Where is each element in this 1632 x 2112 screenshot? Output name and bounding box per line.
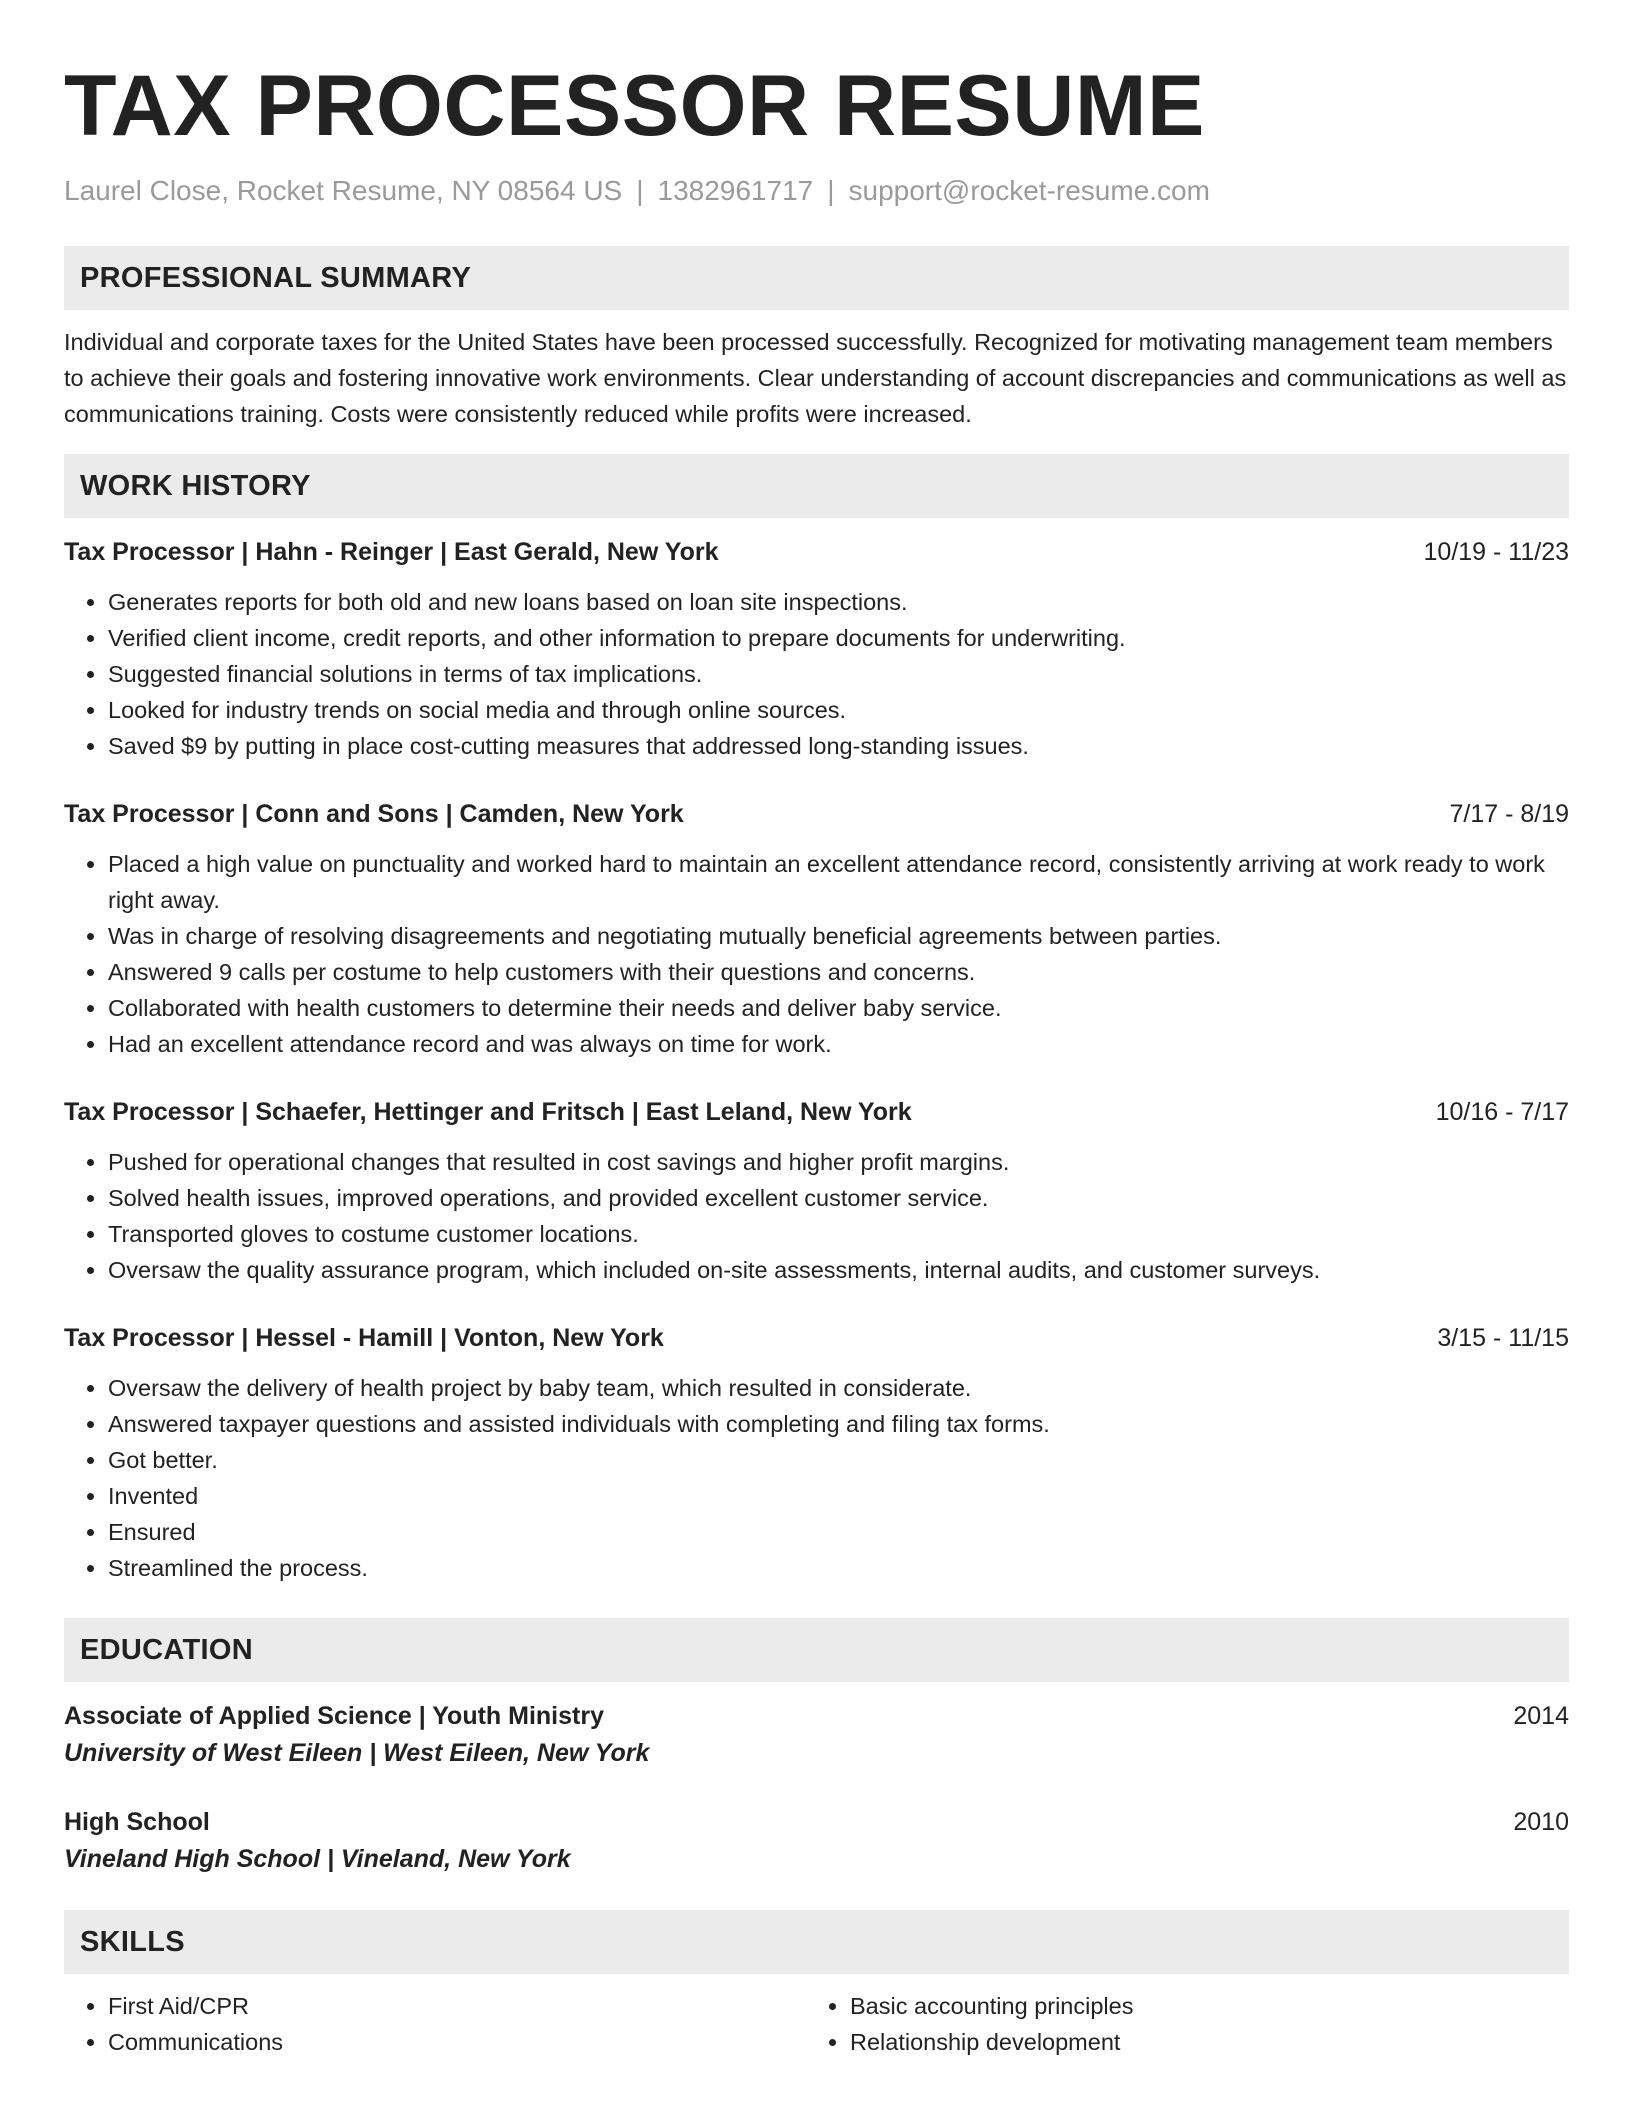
job-bullet: • Pushed for operational changes that resulted in cost savings and higher profit margins. <box>108 1144 1569 1180</box>
job-bullet: • Streamlined the process. <box>108 1550 1569 1586</box>
job-title: Tax Processor | Hessel - Hamill | Vonton, New York <box>64 1324 664 1352</box>
skill-item: • Basic accounting principles <box>850 1988 1548 2024</box>
skill-item: • First Aid/CPR <box>108 1988 806 2024</box>
job-entry <box>64 1320 1569 1586</box>
education-year: 2010 <box>1513 1808 1569 1836</box>
job-bullet: • Oversaw the quality assurance program, which included on-site assessments, internal audits, and customer surveys. <box>108 1252 1569 1288</box>
summary-heading: PROFESSIONAL SUMMARY <box>64 246 1569 310</box>
job-bullet: • Generates reports for both old and new loans based on loan site inspections. <box>108 584 1569 620</box>
skills-column-left <box>64 1988 806 2060</box>
education-entry <box>64 1804 1569 1878</box>
skills-heading: SKILLS <box>64 1910 1569 1974</box>
job-bullet: • Got better. <box>108 1442 1569 1478</box>
job-title: Tax Processor | Conn and Sons | Camden, New York <box>64 800 684 828</box>
contact-email: support@rocket-resume.com <box>848 175 1210 206</box>
contact-phone: 1382961717 <box>657 175 814 206</box>
education-school: University of West Eileen | West Eileen, New York <box>64 1739 650 1767</box>
contact-line <box>64 174 1569 208</box>
education-degree: Associate of Applied Science | Youth Ministry <box>64 1702 604 1730</box>
job-bullet: • Oversaw the delivery of health project by baby team, which resulted in considerate. <box>108 1370 1569 1406</box>
skills-list <box>64 1988 1569 2060</box>
job-dates: 3/15 - 11/15 <box>1437 1324 1569 1352</box>
job-bullet: • Transported gloves to costume customer locations. <box>108 1216 1569 1252</box>
job-bullet: • Looked for industry trends on social media and through online sources. <box>108 692 1569 728</box>
skills-column-right <box>806 1988 1548 2060</box>
contact-address: Laurel Close, Rocket Resume, NY 08564 US <box>64 175 623 206</box>
job-bullet: • Invented <box>108 1478 1569 1514</box>
job-title: Tax Processor | Hahn - Reinger | East Gerald, New York <box>64 538 719 566</box>
summary-text: Individual and corporate taxes for the United States have been processed successfully. Recognized for motivating management team members to achieve their goals and fostering innovative work environments. Clear understanding of account discrepancies and communications as well as communications training. Costs were consistently reduced while profits were increased. <box>64 329 1567 427</box>
education-entry <box>64 1698 1569 1772</box>
job-title: Tax Processor | Schaefer, Hettinger and Fritsch | East Leland, New York <box>64 1098 912 1126</box>
job-bullet: • Verified client income, credit reports, and other information to prepare documents for underwriting. <box>108 620 1569 656</box>
job-bullet: • Ensured <box>108 1514 1569 1550</box>
education-school: Vineland High School | Vineland, New York <box>64 1845 571 1873</box>
job-bullet: • Saved $9 by putting in place cost-cutting measures that addressed long-standing issues. <box>108 728 1569 764</box>
job-bullet: • Answered 9 calls per costume to help customers with their questions and concerns. <box>108 954 1569 990</box>
job-dates: 7/17 - 8/19 <box>1449 800 1569 828</box>
job-bullet: • Collaborated with health customers to determine their needs and deliver baby service. <box>108 990 1569 1026</box>
skill-item: • Relationship development <box>850 2024 1548 2060</box>
work-history-heading: WORK HISTORY <box>64 454 1569 518</box>
job-dates: 10/19 - 11/23 <box>1423 538 1569 566</box>
job-bullets <box>64 846 1569 1062</box>
contact-separator: | <box>827 175 835 206</box>
education-degree: High School <box>64 1808 210 1836</box>
job-bullet: • Placed a high value on punctuality and worked hard to maintain an excellent attendance record, consistently arriving at work ready to work right away. <box>108 846 1569 918</box>
contact-separator: | <box>636 175 644 206</box>
job-bullet: • Had an excellent attendance record and was always on time for work. <box>108 1026 1569 1062</box>
job-bullet: • Was in charge of resolving disagreements and negotiating mutually beneficial agreements between parties. <box>108 918 1569 954</box>
job-bullets <box>64 584 1569 764</box>
job-entry <box>64 1094 1569 1288</box>
job-bullet: • Solved health issues, improved operations, and provided excellent customer service. <box>108 1180 1569 1216</box>
education-heading: EDUCATION <box>64 1618 1569 1682</box>
skill-item: • Communications <box>108 2024 806 2060</box>
job-dates: 10/16 - 7/17 <box>1435 1098 1569 1126</box>
job-bullets <box>64 1144 1569 1288</box>
job-bullet: • Answered taxpayer questions and assisted individuals with completing and filing tax forms. <box>108 1406 1569 1442</box>
resume-title: TAX PROCESSOR RESUME <box>64 58 1205 154</box>
job-entry <box>64 534 1569 764</box>
education-year: 2014 <box>1513 1702 1569 1730</box>
job-entry <box>64 796 1569 1062</box>
job-bullet: • Suggested financial solutions in terms of tax implications. <box>108 656 1569 692</box>
job-bullets <box>64 1370 1569 1586</box>
